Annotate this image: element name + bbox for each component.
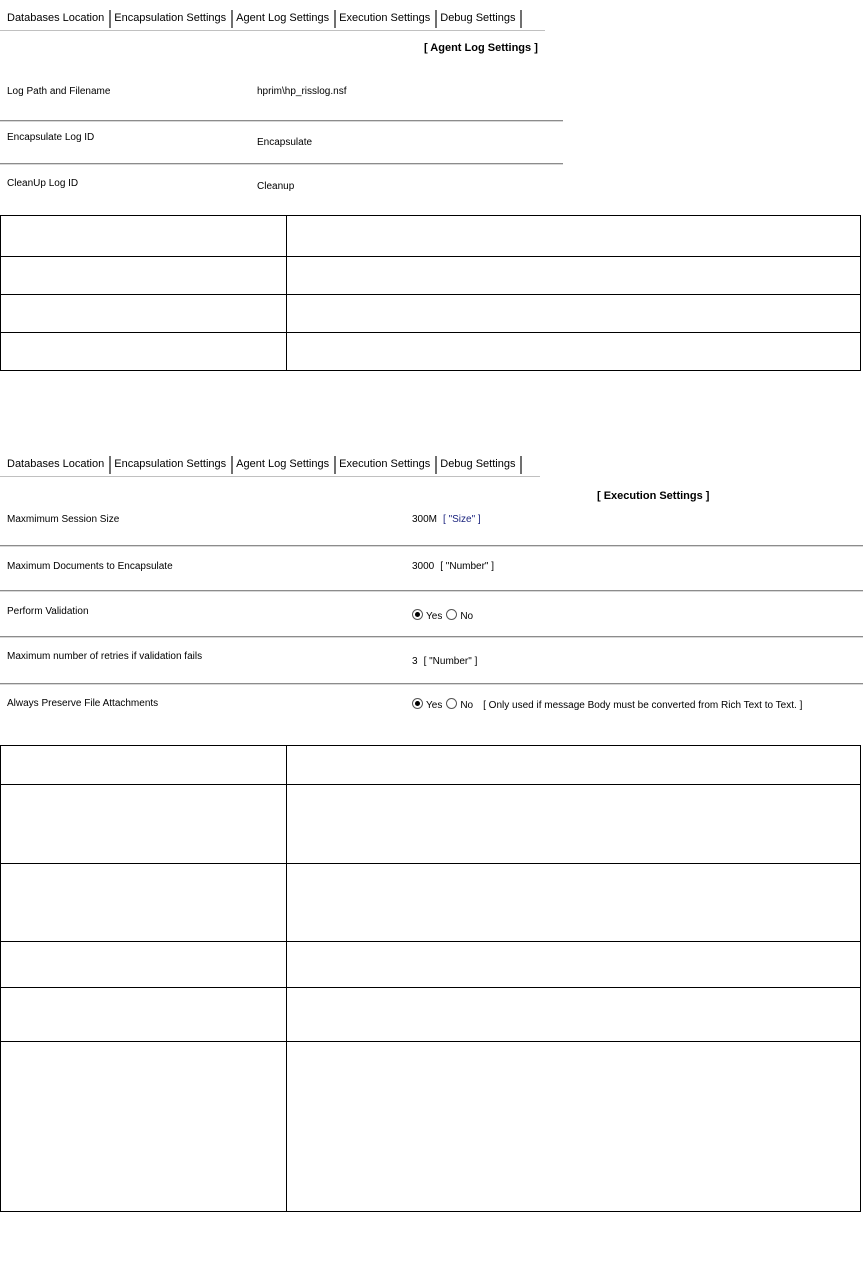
attachments-no-label[interactable]: No — [460, 700, 474, 711]
tab-underline — [0, 30, 545, 31]
attachments-note: [ Only used if message Body must be converted from Rich Text to Text. ] — [483, 700, 803, 711]
tab-agent-log-settings[interactable]: Agent Log Settings — [233, 456, 336, 474]
session-size-value[interactable]: 300M — [412, 514, 438, 525]
log-path-label: Log Path and Filename — [7, 86, 111, 97]
grid-cell — [287, 785, 861, 864]
retries-label: Maximum number of retries if validation fails — [7, 651, 203, 662]
session-size-value-wrap — [412, 514, 481, 525]
validation-yes-label[interactable]: Yes — [426, 611, 443, 622]
session-size-label: Maxmimum Session Size — [7, 514, 120, 525]
tab-encapsulation-settings[interactable]: Encapsulation Settings — [111, 10, 233, 28]
tab-execution-settings[interactable]: Execution Settings — [336, 10, 437, 28]
divider — [0, 545, 863, 547]
divider — [0, 636, 863, 638]
grid-cell — [287, 295, 861, 333]
max-docs-hint: [ "Number" ] — [440, 561, 495, 572]
retries-value-wrap — [412, 656, 477, 667]
tab-execution-settings[interactable]: Execution Settings — [336, 456, 437, 474]
tab-bar-execution — [4, 452, 522, 474]
tab-databases-location[interactable]: Databases Location — [4, 456, 111, 474]
attachments-no-radio[interactable] — [446, 698, 457, 709]
grid-cell — [1, 942, 287, 988]
divider — [0, 683, 863, 685]
grid-cell — [287, 746, 861, 785]
grid-cell — [1, 216, 287, 257]
tab-agent-log-settings[interactable]: Agent Log Settings — [233, 10, 336, 28]
grid-cell — [1, 333, 287, 371]
empty-grid-1 — [0, 215, 861, 371]
tab-bar-agent-log — [4, 6, 522, 28]
execution-title: [ Execution Settings ] — [597, 490, 710, 502]
divider — [0, 120, 563, 122]
grid-cell — [1, 864, 287, 942]
agent-log-title: [ Agent Log Settings ] — [424, 42, 538, 54]
grid-cell — [1, 746, 287, 785]
tab-databases-location[interactable]: Databases Location — [4, 10, 111, 28]
session-size-hint: [ "Size" ] — [443, 514, 481, 525]
grid-cell — [287, 864, 861, 942]
divider — [0, 590, 863, 592]
tab-encapsulation-settings[interactable]: Encapsulation Settings — [111, 456, 233, 474]
grid-cell — [287, 988, 861, 1042]
cleanup-log-label: CleanUp Log ID — [7, 178, 79, 189]
empty-grid-2 — [0, 745, 861, 1212]
perform-validation-options — [412, 609, 477, 622]
encapsulate-log-label: Encapsulate Log ID — [7, 132, 95, 143]
grid-cell — [1, 785, 287, 864]
cleanup-log-value[interactable]: Cleanup — [257, 181, 295, 192]
retries-hint: [ "Number" ] — [423, 656, 478, 667]
validation-no-radio[interactable] — [446, 609, 457, 620]
retries-value[interactable]: 3 — [412, 656, 418, 667]
tab-underline — [0, 476, 540, 477]
attachments-yes-radio[interactable] — [412, 698, 423, 709]
grid-cell — [287, 942, 861, 988]
attachments-yes-label[interactable]: Yes — [426, 700, 443, 711]
preserve-attachments-options — [412, 698, 802, 711]
grid-cell — [287, 216, 861, 257]
tab-debug-settings[interactable]: Debug Settings — [437, 456, 522, 474]
max-docs-label: Maximum Documents to Encapsulate — [7, 561, 173, 572]
tab-debug-settings[interactable]: Debug Settings — [437, 10, 522, 28]
grid-cell — [1, 1042, 287, 1212]
perform-validation-label: Perform Validation — [7, 606, 89, 617]
grid-cell — [287, 1042, 861, 1212]
log-path-value[interactable]: hprim\hp_risslog.nsf — [257, 86, 347, 97]
encapsulate-log-value[interactable]: Encapsulate — [257, 137, 313, 148]
divider — [0, 163, 563, 165]
grid-cell — [287, 257, 861, 295]
preserve-attachments-label: Always Preserve File Attachments — [7, 698, 159, 709]
max-docs-value-wrap — [412, 561, 494, 572]
grid-cell — [1, 257, 287, 295]
validation-yes-radio[interactable] — [412, 609, 423, 620]
grid-cell — [287, 333, 861, 371]
validation-no-label[interactable]: No — [460, 611, 474, 622]
grid-cell — [1, 295, 287, 333]
grid-cell — [1, 988, 287, 1042]
max-docs-value[interactable]: 3000 — [412, 561, 435, 572]
